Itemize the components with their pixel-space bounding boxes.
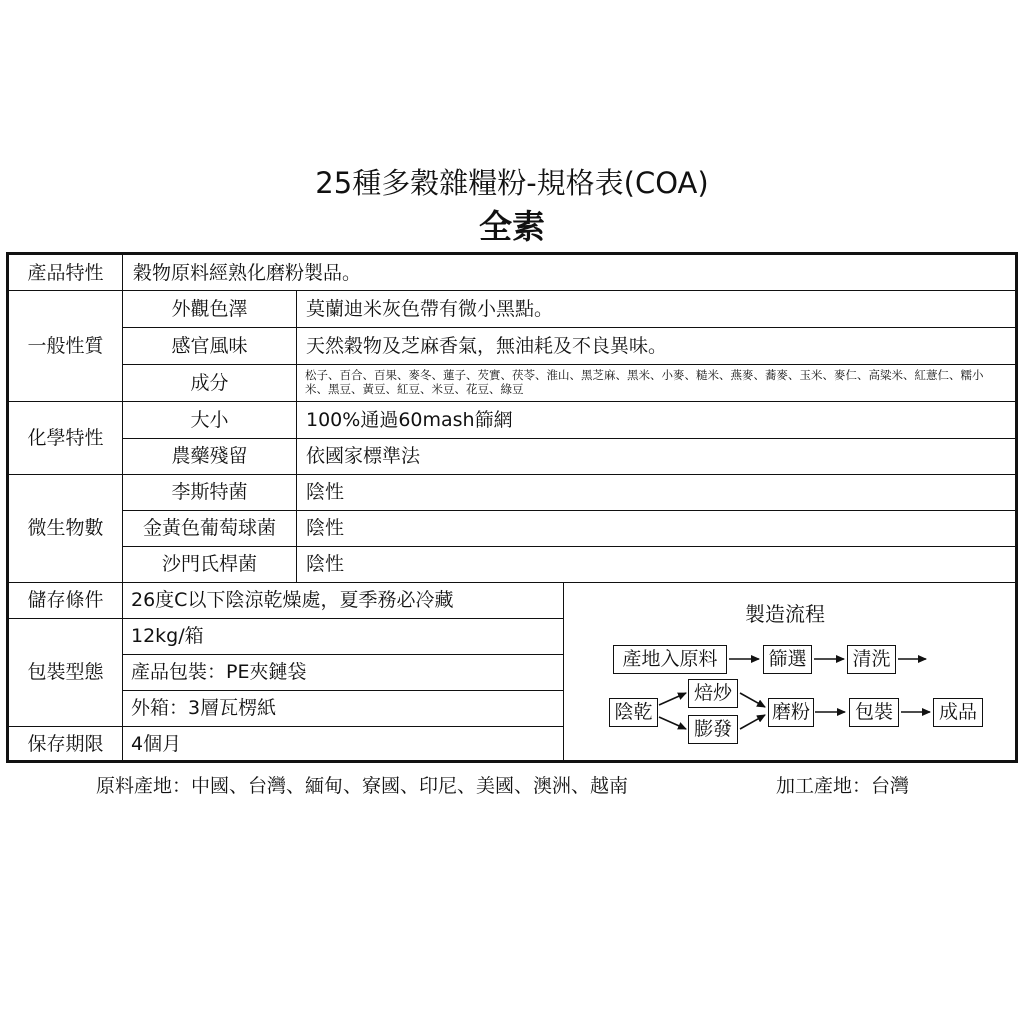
- document-subtitle: 全素: [479, 207, 545, 246]
- packaging-value-3: 外箱：3層瓦楞紙: [131, 697, 277, 719]
- process-step-roasting: 焙炒: [688, 679, 738, 708]
- value-storage: 26度C以下陰涼乾燥處，夏季務必冷藏: [131, 589, 454, 611]
- value-shelf-life: 4個月: [131, 733, 182, 755]
- document-title: 25種多穀雜糧粉-規格表(COA): [315, 166, 709, 200]
- packaging-value-1: 12kg/箱: [131, 625, 204, 647]
- process-step-raw-material: 產地入原料: [613, 645, 727, 674]
- chemical-name-pesticide: 農藥殘留: [171, 445, 248, 467]
- process-step-screening: 篩選: [763, 645, 812, 674]
- general-value-appearance: 莫蘭迪米灰色帶有微小黑點。: [306, 298, 554, 320]
- chemical-value-pesticide: 依國家標準法: [306, 445, 421, 467]
- footer-processing: 加工產地：台灣: [776, 775, 910, 797]
- chemical-name-size: 大小: [190, 409, 229, 431]
- label-microbial: 微生物數: [27, 517, 104, 539]
- process-step-drying: 陰乾: [609, 698, 658, 727]
- packaging-value-2: 產品包裝：PE夾鏈袋: [131, 661, 307, 683]
- footer-origin: 原料產地：中國、台灣、緬甸、寮國、印尼、美國、澳洲、越南: [96, 775, 629, 797]
- process-step-grinding: 磨粉: [768, 698, 814, 727]
- label-chemical: 化學特性: [27, 427, 104, 449]
- value-product-feature: 穀物原料經熟化磨粉製品。: [133, 262, 362, 284]
- microbial-value-salmonella: 陰性: [306, 553, 345, 575]
- general-name-ingredients: 成分: [190, 372, 229, 394]
- process-step-puffing: 膨發: [688, 715, 738, 744]
- general-value-flavor: 天然穀物及芝麻香氣，無油耗及不良異味。: [306, 335, 668, 357]
- chemical-value-size: 100%通過60mash篩網: [306, 409, 513, 431]
- microbial-name-listeria: 李斯特菌: [171, 481, 248, 503]
- label-packaging: 包裝型態: [27, 661, 104, 683]
- label-shelf-life: 保存期限: [27, 733, 104, 755]
- microbial-name-staph: 金黃色葡萄球菌: [142, 517, 276, 539]
- process-step-washing: 清洗: [847, 645, 896, 674]
- general-value-ingredients: 松子、百合、百果、麥冬、蓮子、芡實、茯苓、淮山、黑芝麻、黑米、小麥、糙米、燕麥、蕎麥、玉米、麥仁、高粱米、紅薏仁、糯小米、黑豆、黃豆、紅豆、米豆、花豆、綠豆: [305, 368, 984, 396]
- process-title: 製造流程: [745, 602, 825, 626]
- label-general: 一般性質: [27, 335, 104, 357]
- microbial-value-staph: 陰性: [306, 517, 345, 539]
- label-product-feature: 產品特性: [27, 262, 104, 284]
- process-step-finished: 成品: [933, 698, 983, 727]
- general-name-appearance: 外觀色澤: [171, 298, 248, 320]
- general-name-flavor: 感官風味: [171, 335, 248, 357]
- label-storage: 儲存條件: [27, 589, 104, 611]
- microbial-name-salmonella: 沙門氏桿菌: [161, 553, 257, 575]
- process-step-packing: 包裝: [849, 698, 899, 727]
- microbial-value-listeria: 陰性: [306, 481, 345, 503]
